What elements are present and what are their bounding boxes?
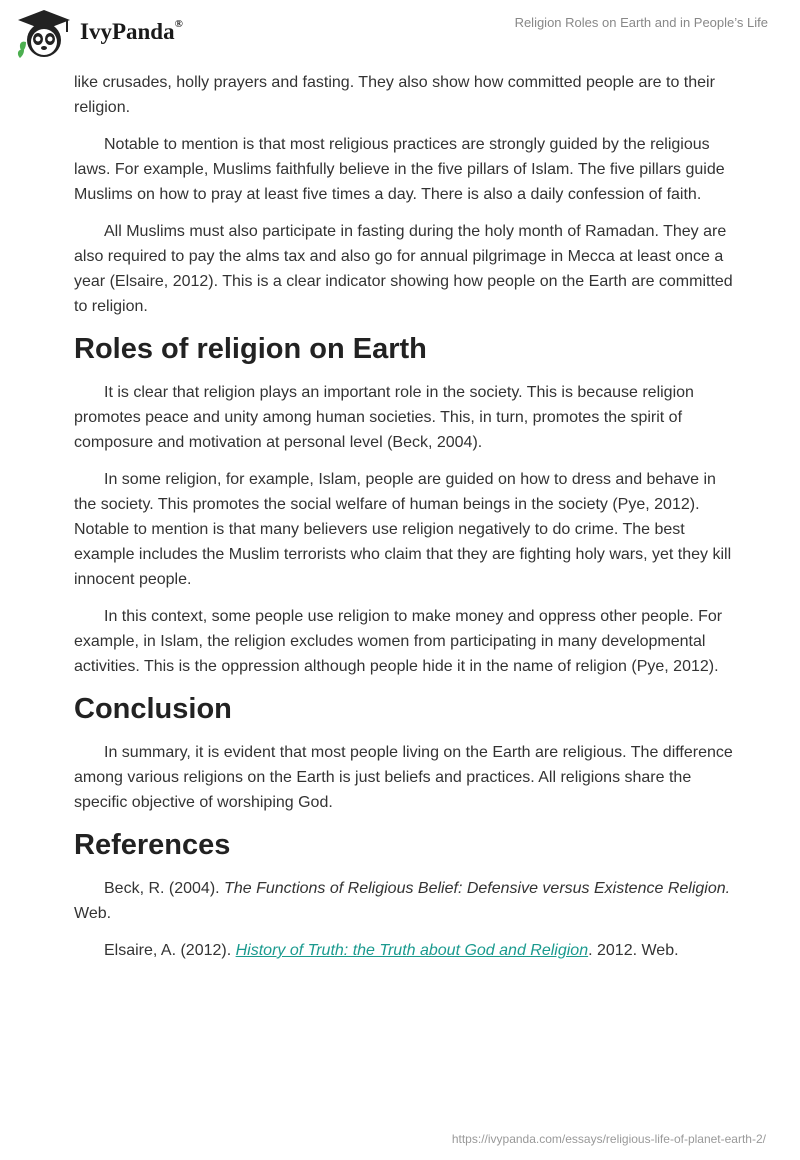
section-heading-roles: Roles of religion on Earth [74, 333, 427, 365]
ivypanda-logo-icon[interactable] [14, 8, 74, 60]
paragraph: In summary, it is evident that most people living on the Earth are religious. The difference among various religions on the Earth is just beliefs and practices. All religions share the specific objective of worshiping God. [74, 744, 733, 811]
reference-title: The Functions of Religious Belief: Defensive versus Existence Religion. [224, 880, 731, 897]
running-title: Religion Roles on Earth and in People’s Life [514, 15, 768, 30]
reference-tail: Web. [74, 905, 112, 922]
brand-name[interactable]: IvyPanda® [80, 18, 183, 44]
reference-title-link[interactable]: History of Truth: the Truth about God and Religion [235, 942, 589, 959]
paragraph: Notable to mention is that most religious practices are strongly guided by the religious laws. For example, Muslims faithfully believe in the five pillars of Islam. The five pillars guide Muslims on how to pray at least five times a day. There is also a daily confession of faith. [74, 136, 725, 203]
reference-author: Beck, R. (2004). [104, 880, 225, 897]
page-header [0, 0, 800, 70]
section-heading-conclusion: Conclusion [74, 693, 232, 725]
footer-url[interactable]: https://ivypanda.com/essays/religious-life-of-planet-earth-2/ [451, 1132, 766, 1146]
paragraph: All Muslims must also participate in fasting during the holy month of Ramadan. They are also required to pay the alms tax and also go for annual pilgrimage in Mecca at least once a year (Elsaire, 2012). This is a clear indicator showing how people on the Earth are committed to religion. [74, 223, 733, 315]
paragraph: like crusades, holly prayers and fasting. They also show how committed people are to their religion. [74, 74, 715, 116]
article-body [74, 70, 734, 975]
section-heading-references: References [74, 829, 231, 861]
paragraph: It is clear that religion plays an important role in the society. This is because religion promotes peace and unity among human societies. This, in turn, promotes the spirit of composure and motivation at personal level (Beck, 2004). [74, 384, 694, 451]
reference-item [74, 938, 734, 963]
paragraph: In some religion, for example, Islam, people are guided on how to dress and behave in the society. This promotes the social welfare of human beings in the society (Pye, 2012). Notable to mention is that many believers use religion negatively to do crime. The best example includes the Muslim terrorists who claim that they are fighting holy wars, yet they kill innocent people. [74, 471, 732, 588]
reference-author: Elsaire, A. (2012). [104, 942, 236, 959]
reference-item [74, 876, 734, 926]
paragraph: In this context, some people use religion to make money and oppress other people. For example, in Islam, the religion excludes women from participating in many developmental activities. This is the oppression although people hide it in the name of religion (Pye, 2012). [74, 608, 723, 675]
reference-tail: . 2012. Web. [588, 942, 679, 959]
